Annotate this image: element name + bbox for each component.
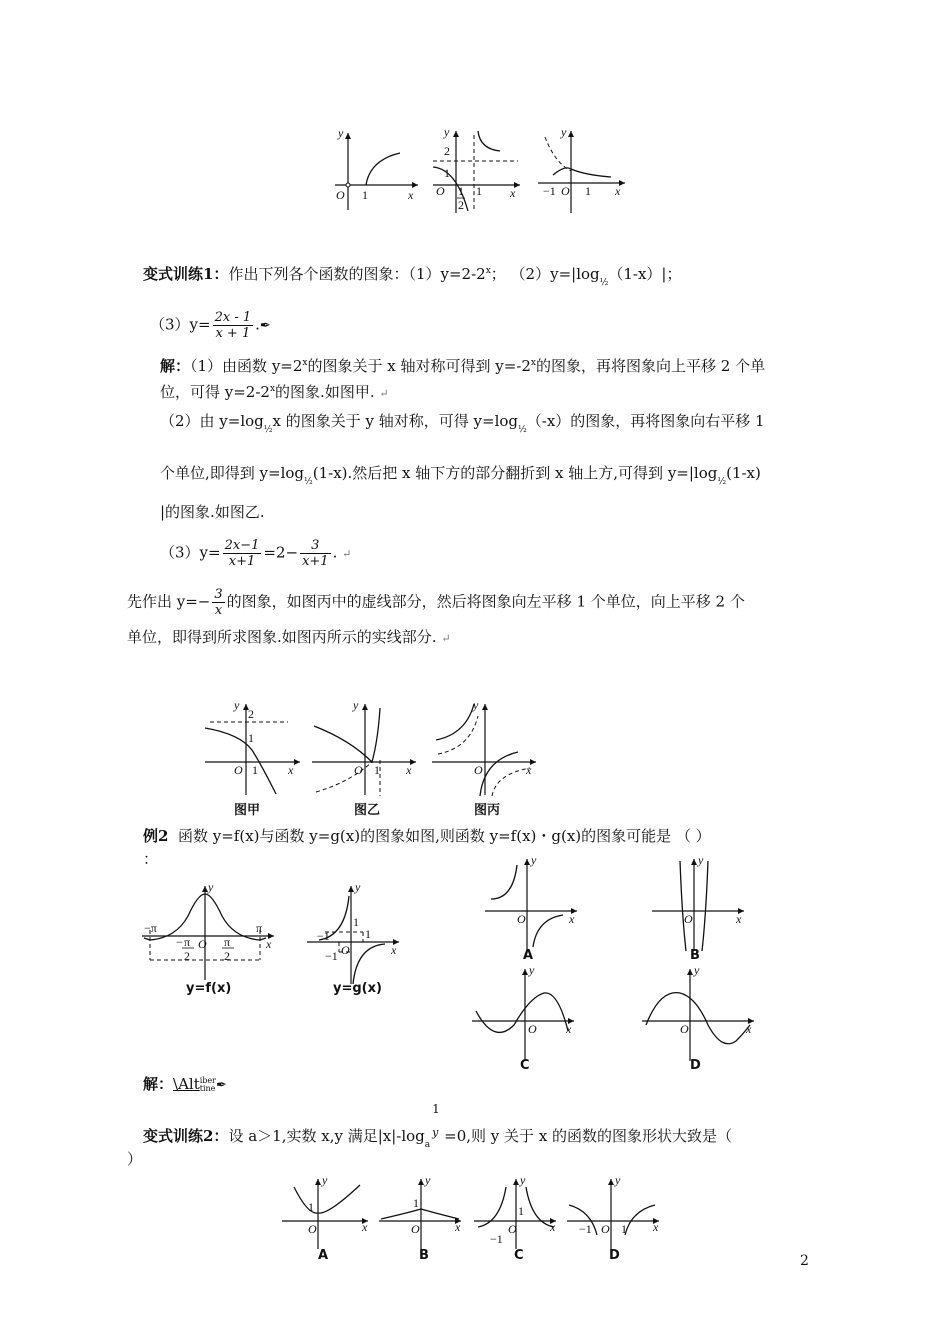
option-D-label: D	[690, 1058, 701, 1073]
tick-label: 1	[458, 184, 464, 198]
svg-text:O: O	[528, 1022, 537, 1036]
svg-text:x: x	[550, 1220, 556, 1234]
svg-text:y: y	[520, 1173, 526, 1187]
graph-f	[140, 880, 280, 995]
svg-text:x: x	[736, 912, 742, 926]
option-C-graph	[470, 965, 580, 1075]
svg-text:x: x	[266, 937, 272, 951]
x-label: x	[615, 184, 621, 198]
svg-text:y: y	[698, 853, 704, 867]
answer-line: 解：\Alt iber tine ✒	[143, 1075, 227, 1093]
svg-text:x: x	[526, 763, 532, 777]
svg-text:y: y	[694, 963, 700, 977]
tick-label: 1	[476, 184, 482, 198]
svg-text:x: x	[288, 763, 294, 777]
svg-text:y: y	[615, 1173, 621, 1187]
svg-text:y: y	[353, 698, 359, 712]
graph-bing	[430, 700, 540, 818]
bottom-option-C	[472, 1175, 562, 1265]
svg-text:O: O	[508, 1222, 517, 1236]
example-2-cont: ：	[143, 850, 159, 868]
tick-label: 1	[585, 184, 591, 198]
bottom-option-B	[377, 1175, 467, 1265]
exercise-1-prompt: 作出下列各个函数的图象：（1）y=2-2	[228, 265, 486, 283]
answer-label: 解：	[143, 1075, 174, 1093]
tick-label: 2	[458, 198, 464, 212]
svg-text:x: x	[362, 1220, 368, 1234]
part3-period: .	[255, 315, 260, 334]
svg-text:O: O	[354, 763, 363, 777]
svg-text:O: O	[341, 943, 350, 957]
svg-text:O: O	[517, 912, 526, 926]
part2-text-b: （1-x）|；	[608, 265, 682, 283]
svg-text:y: y	[425, 1173, 431, 1187]
option-D-graph	[640, 965, 760, 1075]
exercise-2-cont: ）	[127, 1150, 143, 1168]
handwriting-mark-icon: ✒	[259, 318, 271, 334]
svg-text:x: x	[406, 763, 412, 777]
solution-line-7: 先作出 y=− $\frac{3}{x}$ 的图象，如图丙中的虚线部分，然后将图象向左平移 1 个单位，向上平移 2 个	[127, 587, 745, 618]
fraction: $\frac{2x - 1}{x + 1}$	[214, 310, 252, 341]
graph-g	[305, 880, 405, 995]
top-graph-2	[428, 125, 523, 215]
svg-text:−: −	[176, 935, 183, 949]
top-graph-3	[533, 125, 628, 215]
bottom-option-A	[280, 1175, 375, 1265]
solution-label: 解：	[160, 357, 191, 375]
solution-line-1: 解：（1）由函数 $y=2^x$的图象关于 x 轴对称可得到 $y=-2^x$的图象，再将图象向上平移 2 个单	[160, 357, 766, 375]
svg-text:y: y	[529, 963, 535, 977]
svg-text:O: O	[308, 1222, 317, 1236]
svg-text:x: x	[455, 1220, 461, 1234]
bottom-option-A-label: A	[318, 1248, 329, 1263]
svg-text:x: x	[653, 1220, 659, 1234]
solution-line-8: 单位，即得到所求图象.如图丙所示的实线部分. ↵	[127, 628, 451, 646]
graph-jia	[200, 700, 305, 818]
svg-text:O: O	[601, 1222, 610, 1236]
option-A-graph	[483, 855, 583, 965]
origin-label: O	[436, 184, 445, 198]
option-B-label: B	[690, 948, 700, 963]
example-2-line	[143, 825, 711, 847]
superscript: x	[485, 266, 491, 276]
svg-text:y: y	[355, 880, 361, 894]
caption-yi: 图乙	[354, 803, 381, 818]
answer-placeholder: \Alt	[173, 1075, 200, 1093]
svg-text:y: y	[473, 698, 479, 712]
svg-text:−1: −1	[325, 949, 338, 963]
solution-line-3: （2）由 $y=\log_{\frac{1}{2}}x$ 的图象关于 y 轴对称，可得 $y=\log_{\frac{1}{2}}(-x)$的图象，再将图象向右平移 1	[160, 412, 765, 435]
bottom-option-D	[565, 1175, 665, 1265]
svg-text:x: x	[566, 1022, 572, 1036]
svg-text:O: O	[234, 763, 243, 777]
origin-label: O	[336, 188, 345, 202]
option-A-label: A	[523, 948, 534, 963]
subscript: ½	[599, 278, 609, 288]
svg-text:1: 1	[248, 731, 254, 745]
y-label: y	[444, 125, 450, 139]
exercise-1-line	[143, 260, 682, 294]
example-2-text: 函数 y=f(x)与函数 y=g(x)的图象如图,则函数 y=f(x)・g(x)的图象可能是 （ ）	[177, 827, 711, 845]
part3-text: （3）y=	[150, 315, 211, 334]
svg-text:π: π	[184, 935, 191, 949]
svg-text:−1: −1	[317, 929, 330, 943]
svg-text:π: π	[256, 921, 263, 935]
svg-text:1: 1	[518, 1204, 524, 1218]
solution-line-6: （3）y= $\frac{2x-1}{x+1}$ =2− $\frac{3}{x+1}$ . ↵	[160, 538, 352, 569]
svg-text:y: y	[531, 853, 537, 867]
svg-text:y: y	[322, 1173, 328, 1187]
graph-yi	[310, 700, 420, 818]
svg-text:−π: −π	[144, 921, 157, 935]
y-label: y	[338, 126, 344, 140]
svg-text:2: 2	[184, 949, 190, 963]
svg-text:−1: −1	[490, 1232, 503, 1246]
exercise-2-line: 变式训练2：设 a＞1,实数 x,y 满足$|x|-\log_a$ 1 y =0,则 y 关于 x 的函数的图象形状大致是（	[143, 1102, 733, 1150]
exercise-2-title: 变式训练2：	[143, 1127, 229, 1145]
svg-text:−1: −1	[579, 1222, 592, 1236]
caption-f: y=f(x)	[186, 981, 232, 996]
x-label: x	[408, 188, 414, 202]
svg-text:y: y	[208, 880, 214, 894]
bottom-option-D-label: D	[609, 1248, 620, 1263]
tick-label: 1	[362, 188, 368, 202]
svg-text:1: 1	[413, 1196, 419, 1210]
handwriting-mark-icon: ✒	[215, 1078, 227, 1093]
bottom-option-B-label: B	[419, 1248, 429, 1263]
caption-jia: 图甲	[234, 803, 261, 818]
svg-text:2: 2	[248, 707, 254, 721]
svg-text:1: 1	[374, 763, 380, 777]
svg-text:1: 1	[252, 763, 258, 777]
origin-label: O	[561, 184, 570, 198]
svg-text:1: 1	[365, 927, 371, 941]
caption-bing: 图丙	[474, 803, 501, 818]
y-label: y	[561, 125, 567, 139]
tick-label: 1	[444, 166, 450, 180]
exercise-1-part3	[150, 310, 271, 341]
svg-text:O: O	[684, 912, 693, 926]
svg-text:y: y	[234, 698, 240, 712]
svg-text:π: π	[224, 935, 231, 949]
bottom-option-C-label: C	[514, 1248, 524, 1263]
svg-text:O: O	[198, 937, 207, 951]
svg-text:O: O	[411, 1222, 420, 1236]
tick-label: 2	[444, 144, 450, 158]
svg-text:1: 1	[621, 1222, 627, 1236]
svg-text:1: 1	[353, 915, 359, 929]
svg-text:2: 2	[224, 949, 230, 963]
solution-line-5: |的图象.如图乙.	[160, 503, 265, 521]
solution-line-2: 位，可得 $y=2-2^x$的图象.如图甲. ↵	[160, 383, 389, 401]
option-C-label: C	[520, 1058, 530, 1073]
part2-text: ； （2）y=|log	[490, 265, 600, 283]
svg-text:x: x	[391, 943, 397, 957]
top-graph-1	[330, 125, 420, 215]
page-number: 2	[800, 1253, 809, 1269]
solution-line-4: 个单位,即得到 $y=\log_{\frac{1}{2}}(1-x)$.然后把 x 轴下方的部分翻折到 x 轴上方,可得到 $y=|\log_{\frac{1}{2}}(1-x)$	[160, 464, 761, 487]
option-B-graph	[650, 855, 750, 965]
svg-text:x: x	[746, 1022, 752, 1036]
curve	[366, 153, 400, 185]
caption-g: y=g(x)	[333, 981, 382, 996]
svg-text:1: 1	[308, 1200, 314, 1214]
tick-label: −1	[543, 184, 556, 198]
svg-text:O: O	[680, 1022, 689, 1036]
svg-text:O: O	[474, 763, 483, 777]
x-label: x	[510, 186, 516, 200]
example-2-label: 例2	[143, 827, 169, 845]
svg-text:x: x	[569, 912, 575, 926]
exercise-1-title: 变式训练1：	[143, 265, 229, 283]
